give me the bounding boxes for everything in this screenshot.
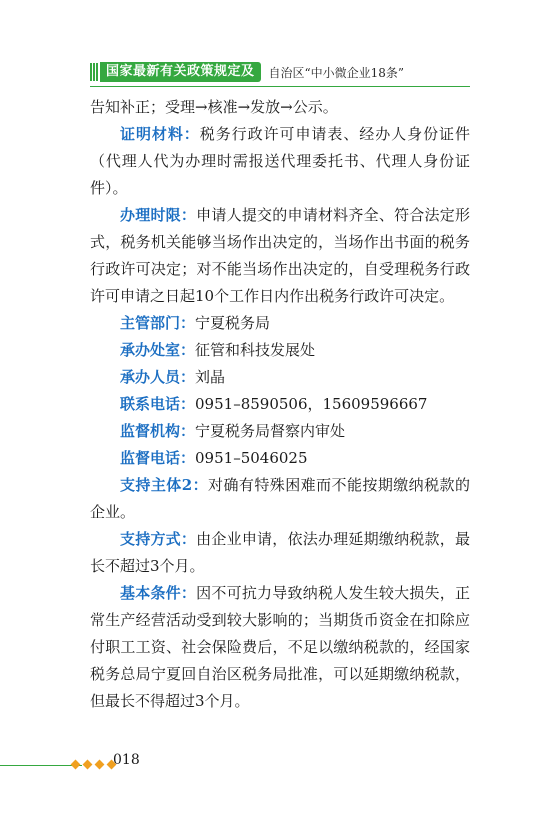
label-support-method: 支持方式：: [120, 530, 197, 548]
label-supervisor-phone: 监督电话：: [120, 449, 196, 467]
header-stripes-decoration: [90, 63, 98, 81]
label-subject-2: 支持主体2：: [120, 476, 209, 494]
paragraph-subject-2: 支持主体2：对确有特殊困难而不能按期缴纳税款的企业。: [90, 476, 470, 521]
page-number: 018: [113, 752, 140, 768]
header-divider: [90, 86, 470, 87]
paragraph-office: 承办处室：征管和科技发展处: [120, 341, 316, 359]
paragraph-time-limit: 办理时限：申请人提交的申请材料齐全、符合法定形式，税务机关能够当场作出决定的，当场作出书面的税务行政许可决定；对不能当场作出决定的，自受理税务行政许可申请之日起10个工作日内作出税务行政许可决定。: [90, 206, 470, 305]
paragraph-department: 主管部门：宁夏税务局: [120, 314, 271, 332]
paragraph-support-method: 支持方式：由企业申请，依法办理延期缴纳税款，最长不超过3个月。: [90, 530, 470, 575]
label-staff: 承办人员：: [120, 368, 196, 386]
label-office: 承办处室：: [120, 341, 196, 359]
label-documents: 证明材料：: [120, 125, 200, 143]
paragraph-basic-conditions: 基本条件：因不可抗力导致纳税人发生较大损失，正常生产经营活动受到较大影响的；当期货币资金在扣除应付职工工资、社会保险费后，不足以缴纳税款的，经国家税务总局宁夏回自治区税务局批准，可以延期缴纳税款，但最长不得超过3个月。: [90, 584, 470, 710]
header-banner: 国家最新有关政策规定及: [100, 62, 261, 82]
diamond-icon: [71, 760, 81, 770]
paragraph-phone: 联系电话：0951–8590506，15609596667: [120, 395, 428, 413]
paragraph-supervisor: 监督机构：宁夏税务局督察内审处: [120, 422, 346, 440]
label-phone: 联系电话：: [120, 395, 196, 413]
label-supervisor: 监督机构：: [120, 422, 196, 440]
paragraph-procedure-end: 告知补正；受理→核准→发放→公示。: [90, 98, 338, 116]
label-department: 主管部门：: [120, 314, 196, 332]
footer-diamond-decoration: [70, 756, 117, 768]
header-subtitle: 自治区“中小微企业18条”: [268, 65, 405, 80]
paragraph-staff: 承办人员：刘晶: [120, 368, 226, 386]
page-body: [90, 94, 470, 715]
paragraph-documents: 证明材料：税务行政许可申请表、经办人身份证件（代理人代为办理时需报送代理委托书、代理人身份证件）。: [90, 125, 470, 197]
label-basic-conditions: 基本条件：: [120, 584, 197, 602]
paragraph-supervisor-phone: 监督电话：0951–5046025: [120, 449, 308, 467]
page-header: [90, 62, 404, 82]
diamond-icon: [83, 760, 93, 770]
label-time-limit: 办理时限：: [120, 206, 197, 224]
diamond-icon: [95, 760, 105, 770]
